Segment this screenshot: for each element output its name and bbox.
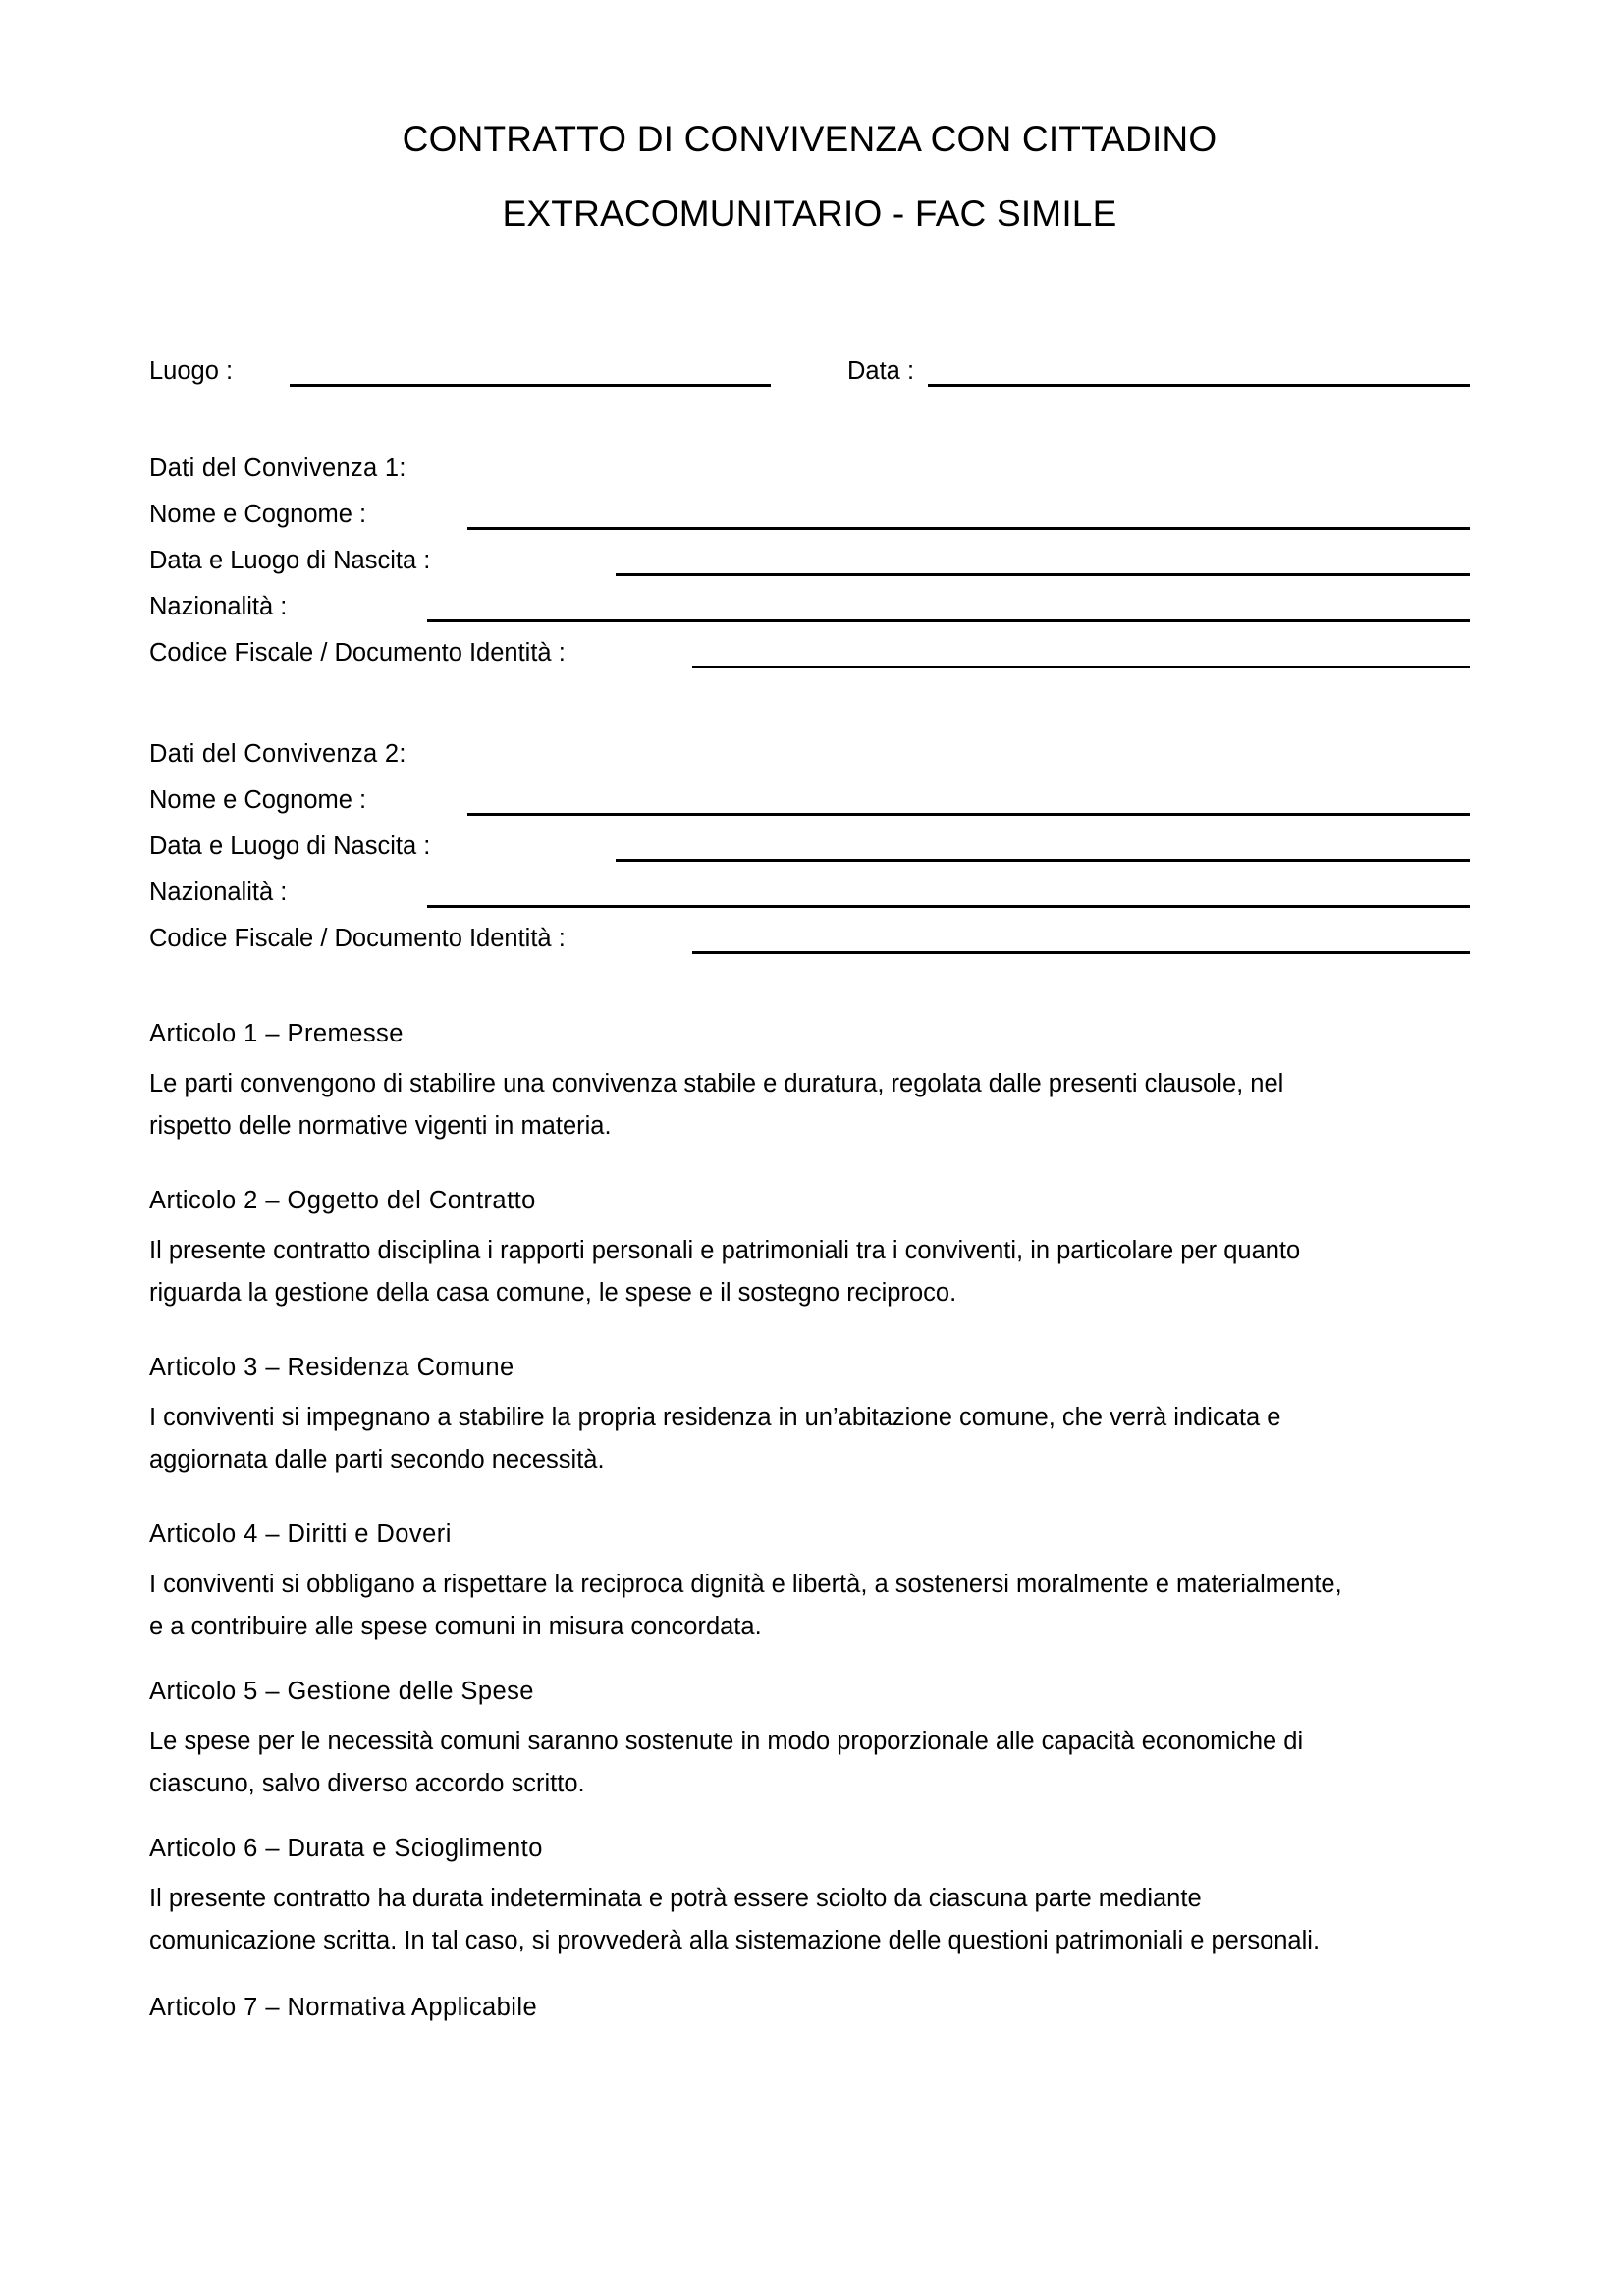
article-5-body-line-2: ciascuno, salvo diverso accordo scritto. [149,1770,585,1797]
article-6-body-line-1: Il presente contratto ha durata indeterminata e potrà essere sciolto da ciascuna parte mediante [149,1885,1202,1912]
party-1-heading: Dati del Convivenza 1: [149,454,406,482]
article-3-heading: Articolo 3 – Residenza Comune [149,1354,514,1381]
article-2-body-line-2: riguarda la gestione della casa comune, le spese e il sostegno reciproco. [149,1279,957,1307]
article-3-body [149,1397,1470,1481]
party-1-codice-fiscale-label: Codice Fiscale / Documento Identità : [149,639,566,667]
article-1-body-line-1: Le parti convengono di stabilire una convivenza stabile e duratura, regolata dalle presenti clausole, nel [149,1070,1284,1097]
article-3-body-line-1: I conviventi si impegnano a stabilire la propria residenza in un’abitazione comune, che verrà indicata e [149,1404,1281,1431]
party-1-data-luogo-nascita-rule[interactable] [616,573,1470,576]
party-1-nome-cognome-label: Nome e Cognome : [149,501,367,528]
party-1-nazionalita-rule[interactable] [427,619,1470,622]
party-2-nome-cognome-rule[interactable] [467,813,1470,816]
article-5-heading: Articolo 5 – Gestione delle Spese [149,1678,534,1705]
article-4-body-line-2: e a contribuire alle spese comuni in misura concordata. [149,1613,762,1640]
article-6-body-line-2: comunicazione scritta. In tal caso, si provvederà alla sistemazione delle questioni patrimoniali e personali. [149,1927,1321,1954]
party-1-codice-fiscale-rule[interactable] [692,666,1470,668]
article-2-body [149,1230,1470,1314]
article-4-body [149,1564,1470,1648]
party-1-nome-cognome-rule[interactable] [467,527,1470,530]
article-6-heading: Articolo 6 – Durata e Scioglimento [149,1835,543,1862]
luogo-label: Luogo : [149,357,234,385]
article-1-body [149,1063,1470,1148]
party-1-data-luogo-nascita-label: Data e Luogo di Nascita : [149,547,431,574]
article-4-body-line-1: I conviventi si obbligano a rispettare la reciproca dignità e libertà, a sostenersi moralmente e materialmente, [149,1571,1342,1598]
party-2-nome-cognome-label: Nome e Cognome : [149,786,367,814]
article-3-body-line-2: aggiornata dalle parti secondo necessità. [149,1446,605,1473]
party-2-data-luogo-nascita-rule[interactable] [616,859,1470,862]
party-2-nazionalita-rule[interactable] [427,905,1470,908]
party-1-nazionalita-label: Nazionalità : [149,593,288,620]
article-7-heading: Articolo 7 – Normativa Applicabile [149,1994,538,2021]
luogo-input-rule[interactable] [290,384,771,387]
party-2-data-luogo-nascita-label: Data e Luogo di Nascita : [149,832,431,860]
article-2-body-line-1: Il presente contratto disciplina i rapporti personali e patrimoniali tra i conviventi, in particolare per quanto [149,1237,1301,1264]
page-title [149,102,1470,251]
data-input-rule[interactable] [928,384,1470,387]
party-2-codice-fiscale-rule[interactable] [692,951,1470,954]
article-1-body-line-2: rispetto delle normative vigenti in materia. [149,1112,612,1140]
article-4-heading: Articolo 4 – Diritti e Doveri [149,1521,452,1548]
article-6-body [149,1878,1470,1962]
article-5-body [149,1721,1470,1805]
page-title-line-1: CONTRATTO DI CONVIVENZA CON CITTADINO [402,119,1218,159]
data-label: Data : [847,357,915,385]
article-5-body-line-1: Le spese per le necessità comuni saranno sostenute in modo proporzionale alle capacità economiche di [149,1728,1304,1755]
party-2-nazionalita-label: Nazionalità : [149,879,288,906]
party-2-heading: Dati del Convivenza 2: [149,740,406,768]
page-title-line-2: EXTRACOMUNITARIO - FAC SIMILE [502,193,1117,234]
article-2-heading: Articolo 2 – Oggetto del Contratto [149,1187,536,1214]
party-2-codice-fiscale-label: Codice Fiscale / Documento Identità : [149,925,566,952]
article-1-heading: Articolo 1 – Premesse [149,1020,404,1047]
